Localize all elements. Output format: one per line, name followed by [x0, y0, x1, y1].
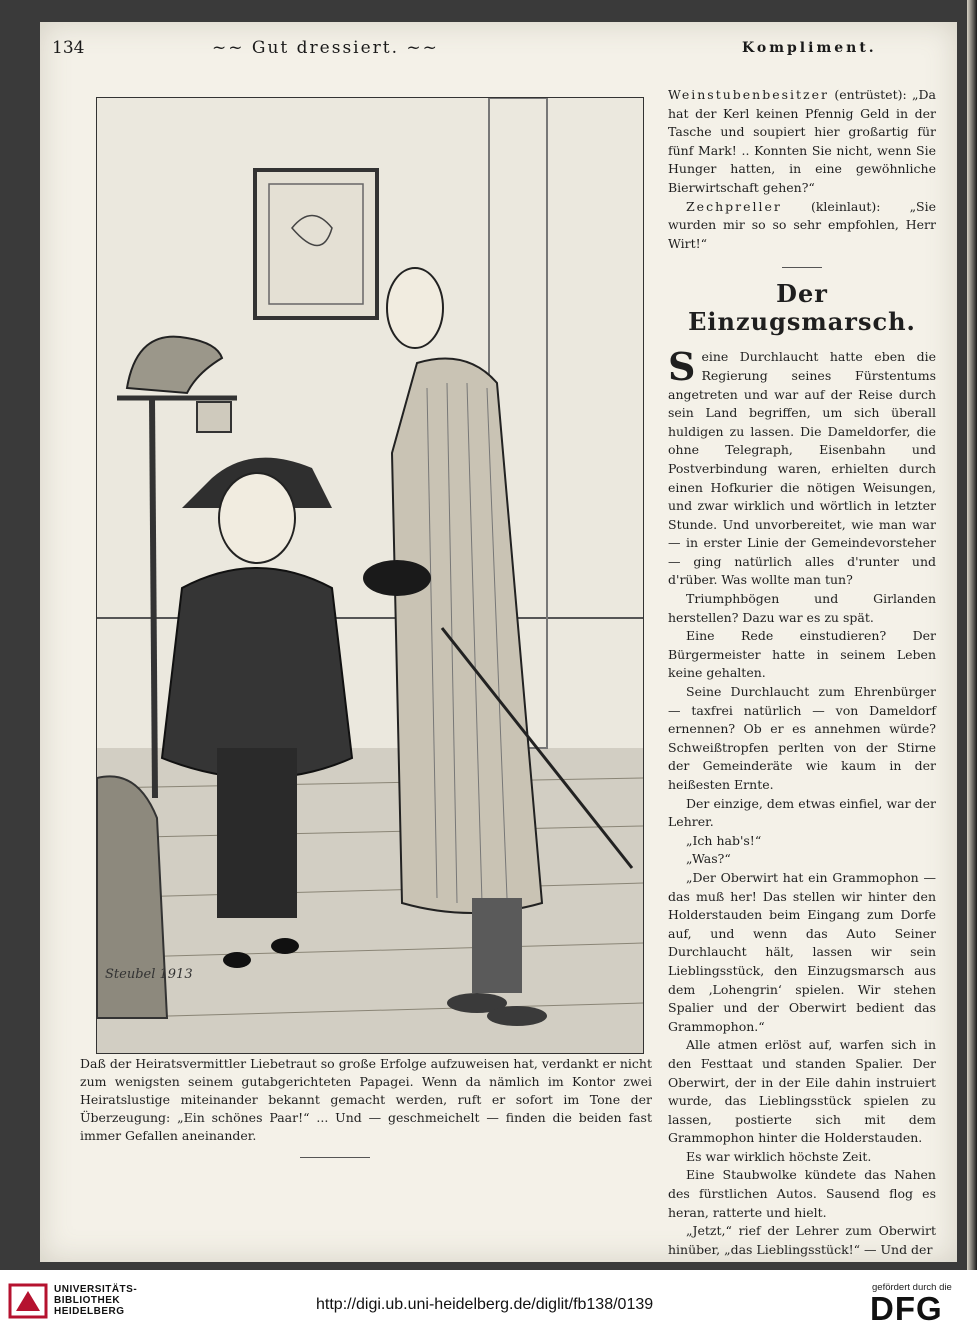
dialogue-text: (entrüstet): „Da hat der Kerl keinen Pfennig Geld in der Tasche und soupiert hier großartig für fünf Mark! .. Konnten Sie nicht, wenn Sie Hunger hatten, in eine gewöhnliche Bierwirtschaft gehen?“ [668, 87, 936, 195]
section-divider [782, 267, 822, 268]
parrot [127, 337, 222, 393]
story-paragraph: Der einzige, dem etwas einfiel, war der Lehrer. [668, 795, 936, 830]
dialogue-text: (kleinlaut): „Sie wurden mir so so sehr empfohlen, Herr Wirt!“ [668, 198, 936, 251]
wall-painting [255, 170, 377, 318]
permalink[interactable]: http://digi.ub.uni-heidelberg.de/diglit/fb138/0139 [316, 1296, 654, 1313]
story-paragraph: Es war wirklich höchste Zeit. [686, 1148, 872, 1164]
section-title: Der Einzugsmarsch. [688, 279, 916, 337]
library-name[interactable]: UNIVERSITÄTS- BIBLIOTHEK HEIDELBERG [54, 1284, 138, 1317]
left-column-title: ~~ Gut dressiert. ~~ [212, 38, 439, 58]
story-paragraph [668, 344, 936, 590]
story-paragraph: Eine Rede einstudieren? Der Bürgermeister hatte in seinem Leben keine gehalten. [668, 628, 936, 681]
page-header [52, 38, 912, 64]
artist-signature: Steubel 1913 [105, 967, 193, 982]
top-hat [363, 560, 431, 596]
book-spine [967, 0, 977, 1270]
funding-note: gefördert durch die [872, 1282, 952, 1293]
illustration-drawing [97, 98, 643, 1053]
dialogue-line [668, 86, 936, 198]
story-paragraph: Seine Durchlaucht zum Ehrenbürger — taxfrei natürlich — von Dameldorf ernennen? Ob er es annehmen würde? Schweißtropfen perlten von der Stirne der Gemeinderäte wie kaum in der heißesten Ernte. [668, 684, 936, 792]
speaker-name: Weinstubenbesitzer [668, 87, 830, 102]
speaker-name: Zechpreller [686, 198, 782, 214]
story-paragraph: „Jetzt,“ rief der Lehrer zum Oberwirt hinüber, „das Lieblingsstück!“ — Und der [668, 1223, 936, 1257]
story-paragraph: „Der Oberwirt hat ein Grammophon — das muß her! Das stellen wir hinter den Holderstauden beim Eingang zum Dorfe auf, und wenn das Auto Seiner Durchlaucht hält, lassen wir sein Lieblingsstück, den Einzugsmarsch aus dem ‚Lohengrin‘ spielen. Wir stehen Spalier und der Oberwirt bedient das Grammophon.“ [668, 869, 936, 1034]
story-paragraph: „Was?“ [686, 851, 731, 867]
page-number: 134 [52, 38, 85, 58]
right-column-title: Kompliment. [742, 40, 877, 56]
story-paragraph: „Ich hab's!“ [686, 832, 762, 848]
story-paragraph: Alle atmen erlöst auf, warfen sich in den Festtaat und standen Spalier. Der Oberwirt, der in der Eile dahin instruiert wurde, das Lieblingsstück spielen zu lassen, postierte sich mit dem Grammophon hinter die Holderstauden. [668, 1037, 936, 1146]
right-text-column [668, 86, 936, 1259]
floor [97, 748, 643, 1053]
illustration-caption: Daß der Heiratsvermittler Liebetraut so große Erfolge aufzuweisen hat, verdankt er nicht zum wenigsten seinem gutabgerichteten Papagei. Wenn da nämlich im Kontor zwei Heiratslustige miteinander bekannt gemacht werden, ruft er sofort im Tone der Überzeugung: „Ein schönes Paar!“ ... Und — geschmeichelt — finden die beiden fast immer Gefallen aneinander. [80, 1056, 652, 1143]
library-logo-icon[interactable] [8, 1283, 48, 1319]
story-paragraph: Triumphbögen und Girlanden herstellen? Dazu war es zu spät. [668, 591, 936, 625]
caption-divider [300, 1157, 370, 1158]
drop-cap: S [668, 344, 696, 390]
dialogue-line [668, 198, 936, 254]
story-paragraph: Eine Staubwolke kündete das Nahen des fürstlichen Autos. Sausend flog es heran, ratterte und hielt. [668, 1167, 936, 1220]
dfg-logo[interactable]: DFG [870, 1290, 943, 1327]
paragraph-text: eine Durchlaucht hatte eben die Regierung seines Fürstentums angetreten und war auf der Reise durch sein Land begriffen, um sich überall huldigen zu lassen. Die Dameldorfer, die ohne Telegraph, Eisenbahn und Postverbindung waren, erhielten durch einen Hofkurier die nötigen Weisungen, und zwar wirklich und wörtlich in letzter Stunde. Und unvorbereitet, wie man war — in erster Linie der Gemeindevorsteher — ging natürlich alles d'runter und d'rüber. Was wollte man tun? [668, 349, 936, 588]
cartoon-illustration [96, 97, 644, 1054]
